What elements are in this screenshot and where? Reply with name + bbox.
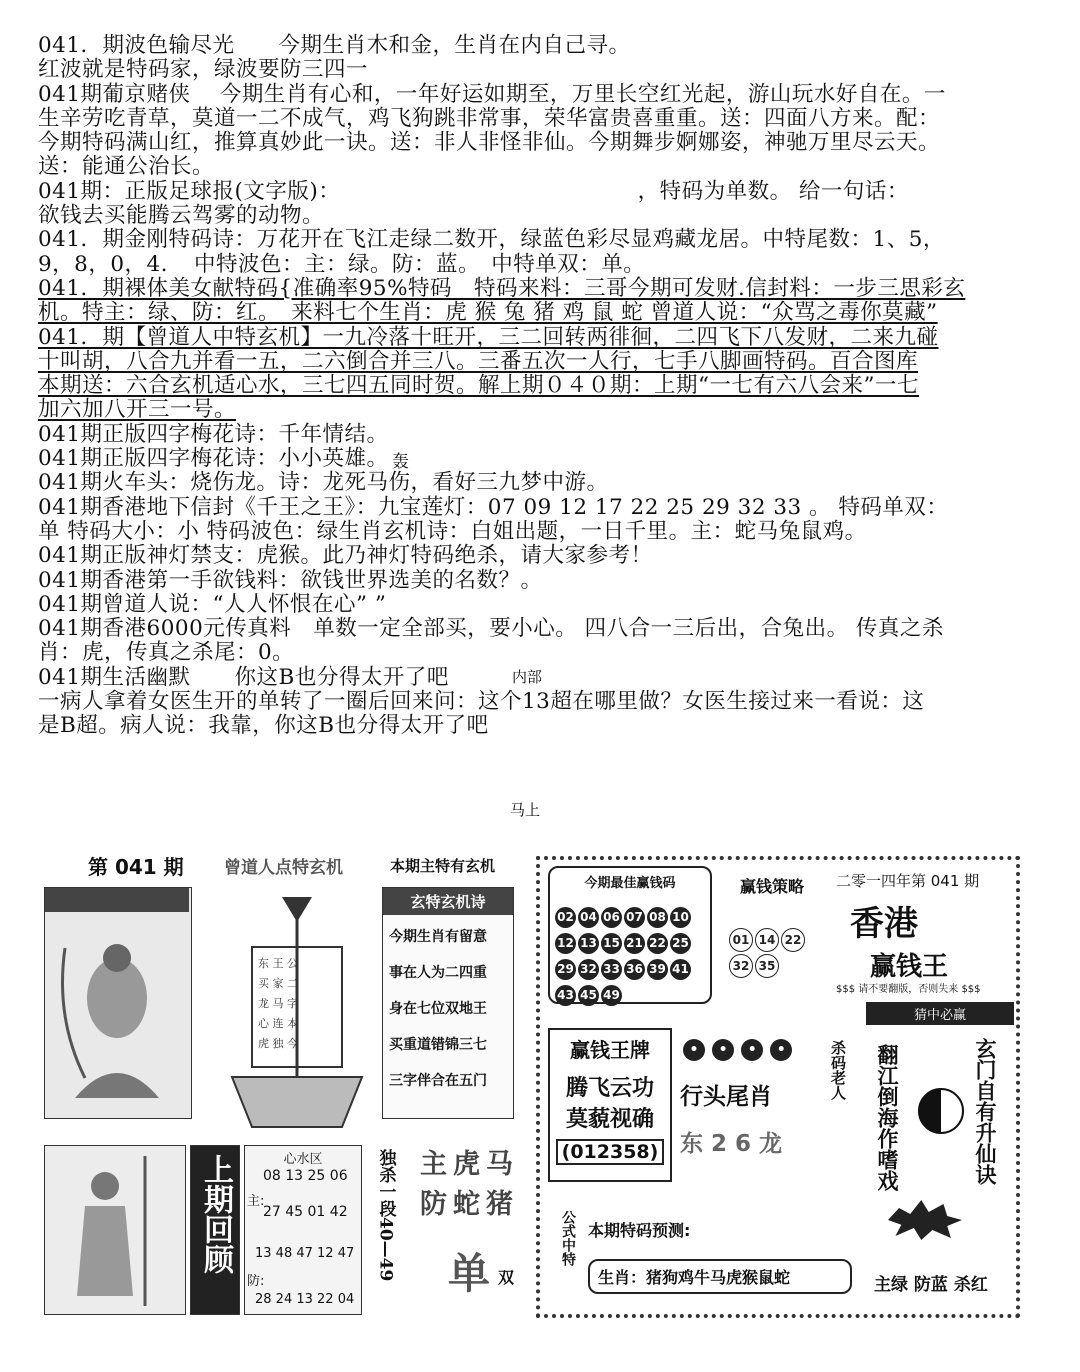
card-line-2: 莫藐视确 [565, 1106, 654, 1132]
number-ball: 15 [601, 933, 622, 954]
number-ball: 21 [624, 933, 645, 954]
poem-box-title: 玄特玄机诗 [383, 888, 513, 915]
text-line: 041期香港地下信封《千王之王》：九宝莲灯：07 09 12 17 22 25 29 32 33 。 特码单双： [38, 494, 949, 520]
explosion-icon [888, 1200, 962, 1240]
ship-drawing [212, 887, 382, 1147]
hk-title: 香港 [850, 904, 918, 944]
fang-label: 防: [247, 1274, 265, 1289]
text-line: 加六加八开三一号。 [38, 397, 237, 423]
poster-header: 曾道人点特玄机 [224, 858, 343, 878]
number-ball: 49 [601, 985, 622, 1006]
portrait-image-top [44, 887, 192, 1119]
number-ball: 29 [555, 959, 576, 980]
number-ball: 41 [670, 959, 691, 980]
figure-icon [45, 1146, 183, 1312]
text-line: 041期葡京赌侠 今期生肖有心和，一年好运如期至，万里长空红光起，游山玩水好自在。一 [38, 81, 946, 107]
text-line: 041期正版神灯禁支：虎猴。此乃神灯特码绝杀，请大家参考！ [38, 543, 653, 569]
poem-line: 今期生肖有留意 [389, 929, 487, 945]
number-ball: 33 [601, 959, 622, 980]
zhu-row-2: 27 45 01 42 [263, 1204, 348, 1220]
single-big: 单 [448, 1249, 491, 1298]
tail-value: 东 2 6 龙 [680, 1131, 783, 1157]
fang-row-1: 13 48 47 12 47 [255, 1246, 355, 1261]
bottom-right-text: 主绿 防蓝 杀红 [874, 1275, 988, 1295]
strategy-box [720, 874, 824, 998]
text-line: 041．期波色输尽光 今期生肖木和金，生肖在内自己寻。 [38, 33, 631, 58]
kill-segment [366, 1145, 406, 1315]
poem-line: 三字伴合在五门 [389, 1073, 487, 1089]
text-line: 041期正版四字梅花诗：小小英雄。 [38, 446, 389, 472]
must-win-banner: 猜中必赢 [866, 1002, 1014, 1025]
previous-review [190, 1145, 240, 1315]
number-ball: 39 [647, 959, 668, 980]
formula-label: 公式中特 [560, 1210, 576, 1266]
zhu-label: 主: [247, 1194, 265, 1209]
number-panel [244, 1145, 362, 1315]
text-line: 本期送：六合玄机适心水，三七四五同时贺。解上期０４０期：上期“一七有六八会来”一七 [38, 373, 919, 399]
svg-text:心 连 本: 心 连 本 [258, 1017, 298, 1030]
text-block [38, 34, 1038, 739]
strategy-ball: 01 [729, 928, 753, 952]
poem-list [383, 915, 513, 1103]
text-line: 是B超。病人说：我靠，你这B也分得太开了吧 [38, 713, 489, 739]
number-ball: 13 [578, 933, 599, 954]
text-line: 041．期【曾道人中特玄机】一九冷落十旺开，三二回转两徘徊，二四飞下八发财，二来九碰 [38, 324, 939, 350]
number-ball: 12 [555, 933, 576, 954]
card-code: (012358) [556, 1139, 664, 1165]
prediction-box [588, 1204, 852, 1304]
tail-title: 行头尾肖 [680, 1084, 772, 1110]
stray-mark-1: 轰 [392, 452, 409, 472]
poem-line: 身在七位双地王 [389, 1001, 487, 1017]
strategy-ball: 14 [755, 928, 779, 952]
tail-box [676, 1028, 804, 1182]
water-label: 心水区 [283, 1152, 323, 1167]
poster-header-right: 本期主特有玄机 [390, 857, 496, 875]
vertical-poem-1: 翻江倒海作嗜戏 [875, 1044, 900, 1191]
previous-review-label: 上期回顾 [198, 1154, 233, 1274]
single-small: 双 [498, 1268, 515, 1287]
strategy-ball: 35 [755, 954, 779, 978]
portrait-image-bottom [44, 1145, 186, 1315]
number-ball: 06 [601, 907, 622, 928]
text-line: 十叫胡，八合九并看一五，二六倒合并三八。三番五次一人行，七手八脚画特码。百合图库 [38, 348, 919, 374]
strategy-title: 赢钱策略 [739, 877, 804, 896]
text-line: 041期香港6000元传真料 单数一定全部买，要小心。 四八合一三后出，合兔出。 传真之杀 [38, 616, 944, 642]
prediction-title: 本期特码预测: [588, 1221, 691, 1240]
vertical-poem-2: 玄门自有升仙诀 [973, 1038, 998, 1185]
number-ball: 04 [578, 907, 599, 928]
yin-yang-icon [918, 1088, 964, 1134]
number-ball: 45 [578, 985, 599, 1006]
best-numbers-grid [550, 891, 710, 1007]
number-ball: 22 [647, 933, 668, 954]
strategy-ball: 32 [729, 954, 753, 978]
sage-figure-icon [45, 888, 189, 1116]
poem-box [382, 887, 514, 1119]
kill-label: 杀码老人 [829, 1040, 847, 1100]
text-line: 041．期裸体美女献特码{准确率95%特码 特码来料：三哥今期可发财.信封料：一步三思彩玄 [38, 275, 966, 301]
strategy-numbers [720, 927, 818, 979]
text-line: 送：能通公治长。 [38, 154, 215, 180]
number-ball: 10 [670, 907, 691, 928]
issue-title: 第 041 期 [88, 855, 184, 879]
text-line: 红波就是特码家，绿波要防三四一 [38, 57, 369, 83]
stray-mark-3: 马上 [510, 801, 541, 819]
card-line-1: 腾飞云功 [565, 1075, 654, 1101]
number-ball: 02 [555, 907, 576, 928]
zodiac-big-text: 主虎马防蛇猪 [420, 1149, 519, 1220]
text-line: 041期正版四字梅花诗：千年情结。 [38, 421, 389, 447]
best-numbers-box [548, 866, 712, 1004]
sailboat-icon [212, 887, 382, 1147]
left-poster [44, 847, 528, 1315]
date-title: 二零一四年第 041 期 [836, 872, 980, 890]
win-title: 赢钱王 [870, 952, 949, 982]
poem-line: 买重道错锦三七 [389, 1037, 487, 1053]
number-ball: 25 [670, 933, 691, 954]
number-ball: 07 [624, 907, 645, 928]
number-ball: 36 [624, 959, 645, 980]
text-line: 041期：正版足球报(文字版)： ，特码为单数。 给一句话： [38, 178, 909, 204]
card-box [548, 1028, 672, 1182]
slogan: $$$ 请不要翻版，否则失来 $$$ [836, 984, 981, 995]
number-ball: 32 [578, 959, 599, 980]
poem-line: 事在人为二四重 [389, 965, 487, 981]
number-ball: 08 [647, 907, 668, 928]
text-line: 今期特码满山红，推算真妙此一诀。送：非人非怪非仙。今期舞步婀娜姿，神驰万里尽云天。 [38, 130, 941, 156]
prediction-zodiac: 生肖：猪狗鸡牛马虎猴鼠蛇 [588, 1259, 852, 1294]
text-line: 041．期金刚特码诗：万花开在飞江走绿二数开，绿蓝色彩尽显鸡藏龙居。中特尾数：1、5， [38, 227, 945, 253]
svg-text:买 家 二: 买 家 二 [258, 977, 298, 990]
best-numbers-title: 今期最佳赢钱码 [584, 876, 676, 891]
text-line: 生辛劳吃青草，莫道一二不成气，鸡飞狗跳非常事，荣华富贵喜重重。送：四面八方来。配： [38, 105, 941, 131]
zodiac-box [408, 1145, 526, 1315]
svg-text:虎 独 今: 虎 独 今 [258, 1037, 298, 1050]
svg-text:东 王 公: 东 王 公 [258, 957, 298, 970]
svg-text:龙 马 字: 龙 马 字 [258, 997, 298, 1010]
text-line: 肖：虎，传真之杀尾：0。 [38, 640, 295, 666]
text-line: 041期火车头：烧伤龙。诗：龙死马伤，看好三九梦中游。 [38, 470, 609, 496]
text-line: 041期生活幽默 你这B也分得太开了吧 [38, 664, 449, 690]
strategy-ball: 22 [781, 928, 805, 952]
text-line: 机。特主：绿、防：红。 来料七个生肖：虎 猴 兔 猪 鸡 鼠 蛇 曾道人说：“众骂之毒你莫藏” [38, 300, 938, 326]
zhu-row-1: 08 13 25 06 [263, 1168, 348, 1184]
card-title: 赢钱王牌 [570, 1038, 650, 1062]
tail-balls: • • • • [676, 1038, 804, 1062]
text-line: 欲钱去买能腾云驾雾的动物。 [38, 203, 325, 229]
kill-segment-text: 独杀一段40—49 [375, 1149, 396, 1282]
text-line: 041期香港第一手欲钱料：欲钱世界选美的名数？。 [38, 567, 543, 593]
text-line: 9，8，0，4． 中特波色：主：绿。防：蓝。 中特单双：单。 [38, 251, 646, 277]
text-line: 单 特码大小：小 特码波色：绿生肖玄机诗：白姐出题，一日千里。主：蛇马兔鼠鸡。 [38, 518, 867, 544]
fang-row-2: 28 24 13 22 04 [255, 1292, 355, 1307]
stray-mark-2: 内部 [512, 668, 543, 686]
text-line: 一病人拿着女医生开的单转了一圈后回来问：这个13超在哪里做？女医生接过来一看说：这 [38, 689, 925, 715]
right-poster [536, 856, 1020, 1318]
number-ball: 43 [555, 985, 576, 1006]
text-line: 041期曾道人说：“人人怀恨在心” ” [38, 591, 387, 617]
